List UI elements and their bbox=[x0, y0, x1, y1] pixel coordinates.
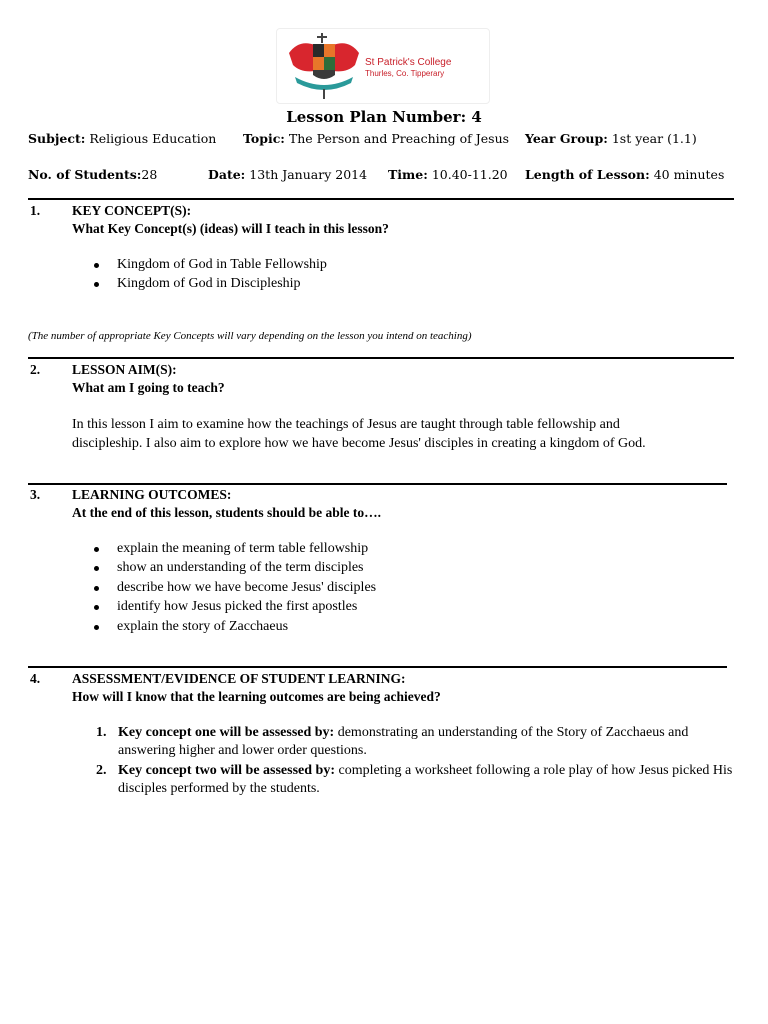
learning-outcomes-list bbox=[92, 541, 376, 638]
list-item: describe how we have become Jesus' disciples bbox=[92, 580, 376, 599]
lesson-aim-line-1: In this lesson I aim to examine how the teachings of Jesus are taught through table fellowship and bbox=[72, 417, 620, 432]
topic-field bbox=[243, 131, 509, 146]
divider bbox=[28, 357, 734, 359]
list-item bbox=[96, 762, 741, 798]
college-crest-icon bbox=[285, 31, 365, 103]
item-text: completing a worksheet following a role play of how Jesus picked His disciples performed by the students. bbox=[118, 763, 733, 796]
assessment-list bbox=[96, 724, 741, 800]
section-3-heading: LEARNING OUTCOMES: bbox=[72, 487, 232, 502]
lesson-aim-line-2: discipleship. I also aim to explore how we have become Jesus' disciples in creating a kingdom of God. bbox=[72, 436, 646, 451]
key-concepts-list bbox=[92, 257, 327, 296]
students-value: 28 bbox=[141, 167, 158, 182]
date-field bbox=[208, 167, 367, 182]
section-1-question: What Key Concept(s) (ideas) will I teach in this lesson? bbox=[72, 221, 389, 236]
list-item bbox=[96, 724, 741, 760]
item-number: 1. bbox=[96, 725, 107, 740]
time-label: Time: bbox=[388, 167, 428, 182]
college-name-block bbox=[365, 57, 451, 79]
year-group-label: Year Group: bbox=[525, 131, 608, 146]
length-label: Length of Lesson: bbox=[525, 167, 650, 182]
section-4-question: How will I know that the learning outcomes are being achieved? bbox=[72, 689, 441, 704]
time-value: 10.40-11.20 bbox=[431, 167, 508, 182]
item-label: Key concept two will be assessed by: bbox=[118, 763, 335, 778]
section-2-number: 2. bbox=[30, 362, 41, 377]
year-group-value: 1st year (1.1) bbox=[611, 131, 697, 146]
length-field bbox=[525, 167, 724, 182]
list-item: identify how Jesus picked the first apostles bbox=[92, 599, 376, 618]
list-item: show an understanding of the term disciples bbox=[92, 560, 376, 579]
section-4-number: 4. bbox=[30, 671, 41, 686]
topic-label: Topic: bbox=[243, 131, 285, 146]
subject-value: Religious Education bbox=[89, 131, 217, 146]
length-value: 40 minutes bbox=[653, 167, 725, 182]
section-4-heading: ASSESSMENT/EVIDENCE OF STUDENT LEARNING: bbox=[72, 671, 406, 686]
section-2-question: What am I going to teach? bbox=[72, 380, 225, 395]
subject-label: Subject: bbox=[28, 131, 86, 146]
college-logo bbox=[276, 28, 490, 104]
year-group-field bbox=[525, 131, 697, 146]
students-field bbox=[28, 167, 157, 182]
section-3-question: At the end of this lesson, students should be able to…. bbox=[72, 505, 382, 520]
item-number: 2. bbox=[96, 763, 107, 778]
college-name: St Patrick's College bbox=[365, 57, 452, 68]
list-item: Kingdom of God in Discipleship bbox=[92, 276, 327, 295]
section-1-number: 1. bbox=[30, 203, 41, 218]
date-label: Date: bbox=[208, 167, 246, 182]
time-field bbox=[388, 167, 508, 182]
key-concepts-note: (The number of appropriate Key Concepts will vary depending on the lesson you intend on teaching) bbox=[28, 330, 472, 342]
subject-field bbox=[28, 131, 216, 146]
section-2-heading: LESSON AIM(S): bbox=[72, 362, 177, 377]
list-item: Kingdom of God in Table Fellowship bbox=[92, 257, 327, 276]
divider bbox=[28, 483, 727, 485]
section-1-heading: KEY CONCEPT(S): bbox=[72, 203, 192, 218]
page-title: Lesson Plan Number: 4 bbox=[286, 108, 482, 126]
divider bbox=[28, 666, 727, 668]
item-text: demonstrating an understanding of the Story of Zacchaeus and answering higher and lower order questions. bbox=[118, 725, 689, 758]
list-item: explain the story of Zacchaeus bbox=[92, 619, 376, 638]
college-location: Thurles, Co. Tipperary bbox=[365, 69, 445, 78]
section-3-number: 3. bbox=[30, 487, 41, 502]
divider bbox=[28, 198, 734, 200]
topic-value: The Person and Preaching of Jesus bbox=[288, 131, 510, 146]
lesson-aim-text bbox=[72, 415, 646, 453]
item-label: Key concept one will be assessed by: bbox=[118, 725, 335, 740]
date-value: 13th January 2014 bbox=[249, 167, 368, 182]
students-label: No. of Students: bbox=[28, 167, 142, 182]
list-item: explain the meaning of term table fellowship bbox=[92, 541, 376, 560]
